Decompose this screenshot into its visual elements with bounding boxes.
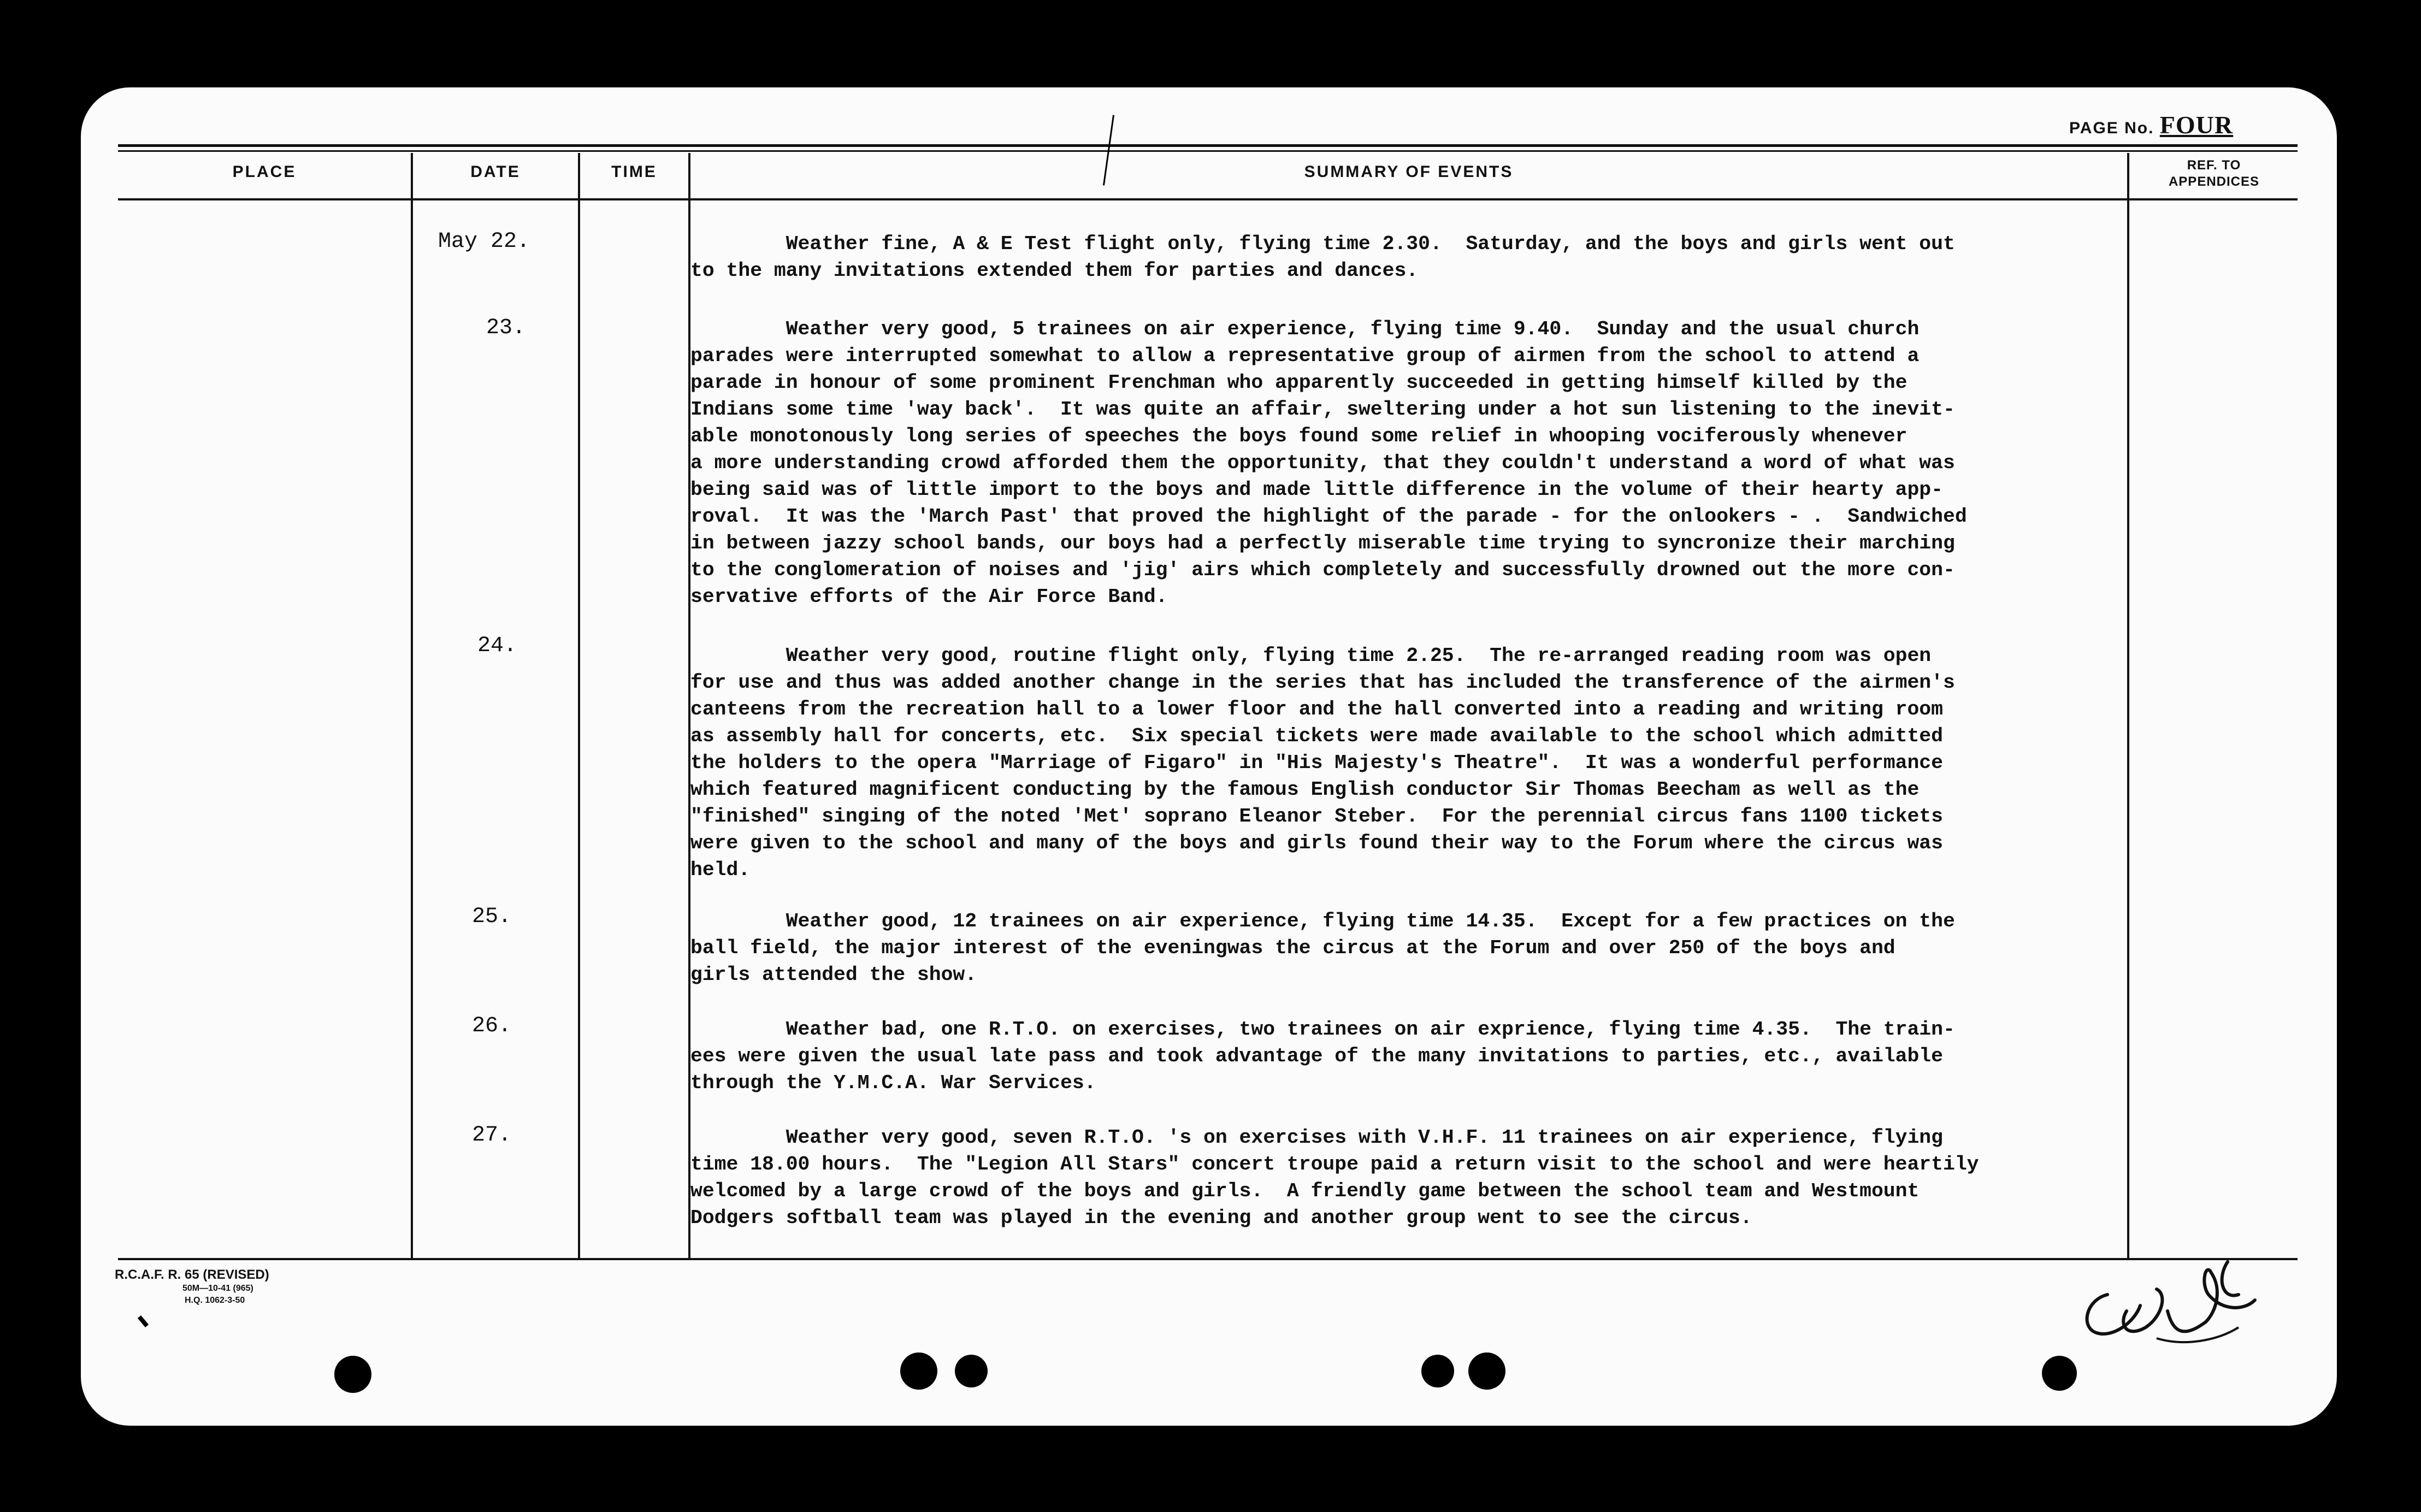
col-sep-place: [411, 153, 413, 1259]
punch-hole: [334, 1356, 371, 1393]
signature-icon: [2075, 1229, 2293, 1355]
page-number-label: PAGE No.: [2069, 119, 2154, 137]
header-rule-top: [118, 144, 2298, 147]
col-header-place: PLACE: [232, 163, 297, 181]
speck: [138, 1315, 149, 1327]
punch-hole: [955, 1355, 988, 1387]
entry-date: 26.: [472, 1014, 512, 1038]
entry-date: May 22.: [438, 229, 530, 254]
table-rule-bottom: [118, 1258, 2298, 1260]
form-hq-line: H.Q. 1062-3-50: [185, 1296, 245, 1305]
form-print-line: 50M—10-41 (965): [182, 1284, 253, 1293]
entry-text: Weather fine, A & E Test flight only, flying time 2.30. Saturday, and the boys and girls went out to the many invitations extended them for parties and dances.: [690, 233, 1955, 282]
entry-date: 27.: [472, 1123, 512, 1148]
col-header-time: TIME: [611, 163, 657, 181]
col-header-ref-line2: APPENDICES: [2168, 174, 2260, 189]
diary-page: [81, 87, 2337, 1426]
entry-date: 24.: [477, 634, 517, 658]
col-sep-date: [578, 153, 580, 1259]
col-header-ref: [2129, 157, 2299, 190]
col-header-summary: SUMMARY OF EVENTS: [1304, 163, 1514, 181]
entry-text: Weather very good, 5 trainees on air experience, flying time 9.40. Sunday and the usual church parades were interrupted somewhat to allow a representative group of airmen from the school to attend a parade in honour of some prominent Frenchman who apparently succeeded in getting himself killed by the Indians some time 'way back'. It was quite an affair, sweltering under a hot sun listening to the inevit- able monotonously long series of speeches the boys found some relief in whooping vociferously whenever a more understanding crowd afforded them the opportunity, that they couldn't understand a word of what was being said was of little import to the boys and made little difference in the volume of their hearty app- roval. It was the 'March Past' that proved the highlight of the parade - for the onlookers - . Sandwiched in between jazzy school bands, our boys had a perfectly miserable time trying to syncronize their marching to the conglomeration of noises and 'jig' airs which completely and successfully drowned out the more con- servative efforts of the Air Force Band.: [690, 318, 1967, 608]
entry-text: Weather very good, seven R.T.O. 's on exercises with V.H.F. 11 trainees on air experience, flying time 18.00 hours. The "Legion All Stars" concert troupe paid a return visit to the school and were heartily welcomed by a large crowd of the boys and girls. A friendly game between the school team and Westmount Dodgers softball team was played in the evening and another group went to see the circus.: [690, 1126, 1979, 1229]
punch-hole: [1421, 1355, 1454, 1387]
page-number-value: FOUR: [2159, 111, 2234, 139]
entry-text: Weather good, 12 trainees on air experience, flying time 14.35. Except for a few practices on the ball field, the major interest of the eveningwas the circus at the Forum and over 250 of the boys and girls attended the show.: [690, 910, 1955, 986]
header-rule-bottom: [118, 198, 2298, 200]
entry-text: Weather very good, routine flight only, flying time 2.25. The re-arranged reading room was open for use and thus was added another change in the series that has included the transference of the airmen's canteens from the recreation hall to a lower floor and the hall converted into a reading and writing room as assembly hall for concerts, etc. Six special tickets were made available to the school which admitted the holders to the opera "Marriage of Figaro" in "His Majesty's Theatre". It was a wonderful performance which featured magnificent conducting by the famous English conductor Sir Thomas Beecham as well as the "finished" singing of the noted 'Met' soprano Eleanor Steber. For the perennial circus fans 1100 tickets were given to the school and many of the boys and girls found their way to the Forum where the circus was held.: [690, 645, 1955, 881]
entry-date: 25.: [472, 905, 512, 929]
col-header-date: DATE: [470, 163, 521, 181]
header-rule-top-2: [118, 150, 2298, 152]
punch-hole: [1468, 1352, 1505, 1390]
entry-text: Weather bad, one R.T.O. on exercises, two trainees on air exprience, flying time 4.35. The train- ees were given the usual late pass and took advantage of the many invitations to parties, etc., available through the Y.M.C.A. War Services.: [690, 1018, 1955, 1094]
punch-hole: [900, 1352, 937, 1390]
col-header-ref-line1: REF. TO: [2187, 158, 2241, 173]
entry-date: 23.: [486, 316, 526, 340]
form-number: R.C.A.F. R. 65 (REVISED): [115, 1267, 269, 1282]
page-number: [2069, 110, 2233, 139]
punch-hole: [2042, 1356, 2077, 1391]
